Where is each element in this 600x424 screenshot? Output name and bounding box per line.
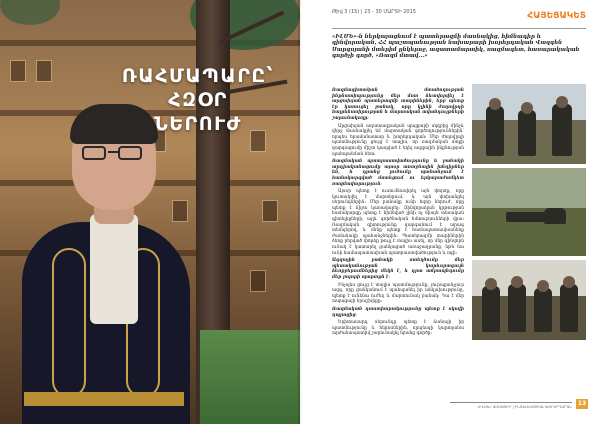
glasses-bridge	[108, 151, 118, 153]
body-paragraph: Երիտասարդ սերունդը պետք է ճանաչի իր պատմությունը և հերոսներին, որպեսզի կարողանա արժանապատիվ շարունակել նրանց գործը։	[332, 320, 464, 337]
footer-rule	[450, 402, 572, 403]
title-line-2: ՀԶՕՐ	[168, 89, 228, 111]
shirt	[90, 214, 138, 324]
page-gutter	[298, 0, 302, 424]
article-title	[98, 64, 298, 136]
article-photo-group	[472, 260, 586, 340]
body-paragraph: Ինչպես ցույց է տալիս պատմությունը, յուրաքանչյուր ազգ, որը ցանկանում է պահպանել իր անկախությունը, պետք է ունենա ուժեղ և մարտունակ բանակ։ Դա է մեր ապագայի երաշխիքը։	[332, 282, 464, 305]
body-paragraph-question: Ազգային բանակի ստեղծումը մեր պետականության կարևորագույն ձեռքբերումներից մեկն է, և դրա ամրապնդումը մեր բոլորի պարտքն է։	[332, 258, 464, 280]
article-page	[300, 0, 600, 424]
glasses-lens-left	[82, 146, 106, 160]
belt	[24, 392, 184, 406]
article-body	[332, 88, 464, 339]
body-paragraph: Արցախյան ազատագրական պայքարի սկզբից մինչև վերջ մասնակցել եմ մարտական գործողություններին՝ որպես հրամանատար և խորհրդական։ Մեր ժողովրդի պատմությունը ցույց է տալիս, որ ռազմական մտքի զարգացումը միշտ կապված է եղել ազգային ինքնության պահպանման հետ։	[332, 123, 464, 157]
title-line-1: ՌԱՀՄԱՊԱՐԸ՝	[121, 65, 275, 87]
body-paragraph: Այսօր պետք է ուսումնասիրել այն փորձը, որը կուտակվել է մարտերում, և այն փոխանցել սերունդներին։ Մեր բանակը ունի հզոր ներուժ, որը պետք է ճիշտ կառավարել։ Զինվորական կրթության համակարգը պետք է հիմնված լինի ոչ միայն տեսական գիտելիքների, այլև գործնական հմտությունների վրա։ Ռազմական գիտությունը զարգանում է արագ տեմպերով, և մենք պետք է համապատասխանենք ժամանակի պահանջներին։ Պատերազմի տարիներին ձեռք բերված փորձը թույլ է տալիս ասել, որ մեր զինվորն ունակ է կատարել ցանկացած առաջադրանք, եթե նա ունի համապատասխան պատրաստվածություն և ոգի։	[332, 189, 464, 256]
glasses-lens-right	[118, 146, 142, 160]
divider	[332, 28, 586, 29]
body-paragraph-question: Ռազմական դաստիարակությունը պետք է սկսվի դպրոցից։	[332, 306, 464, 318]
article-photo-soldiers	[472, 84, 586, 164]
page-number: 13	[577, 400, 587, 407]
issue-meta: Թիվ 3 (15) | 23 - 30 ՄԱՐՏԻ 2015	[332, 9, 416, 15]
article-photo-field	[472, 168, 586, 256]
body-paragraph-question: Ռազմական պատրաստվածությունը և բանակի արդիականացումը այսօր առաջնային խնդիրներ են, և դրանց լուծումը պահանջում է համակարգված մոտեցում ու երկարաժամկետ ռազմավարություն։	[332, 159, 464, 187]
title-line-3: ՆԵՐՈՒԺ	[154, 113, 242, 135]
section-tag: ՀԱՅԵՑԱԿԵՏ	[527, 11, 586, 21]
article-lead: «ԻԼՄԵ»-ն ներկայացնում է պատերազմի մասնակից, հիմնադիր և զինվորական, ՀՀ պաշտպանության նախարարի խորհրդական Վազգեն Սարգսյանի մտերիմ ընկերոջ, ազատամարտիկ, ռազմագետ, հասարակական գործչի գործ, «Ռազմ մտավ...»	[332, 34, 580, 60]
footer-text: «ԻԼՄԵ» ԱՄՍԱԳԻՐ | ԻՆՏԵԼԵԿՏՈՒԱԼ ԽՈՐՀՐԴԱՐԱՆ	[477, 405, 572, 409]
body-paragraph-question: Ռազմագիտական մտածողության ինքնատիպությունը մեր մոտ ձևավորվել է արցախյան պատերազմի տարիներին, երբ պետք էր կառուցել բանակ, որը կլինի ժողովրդի հայրենասիրության և մարտական ավանդույթների շարունակողը։	[332, 88, 464, 121]
